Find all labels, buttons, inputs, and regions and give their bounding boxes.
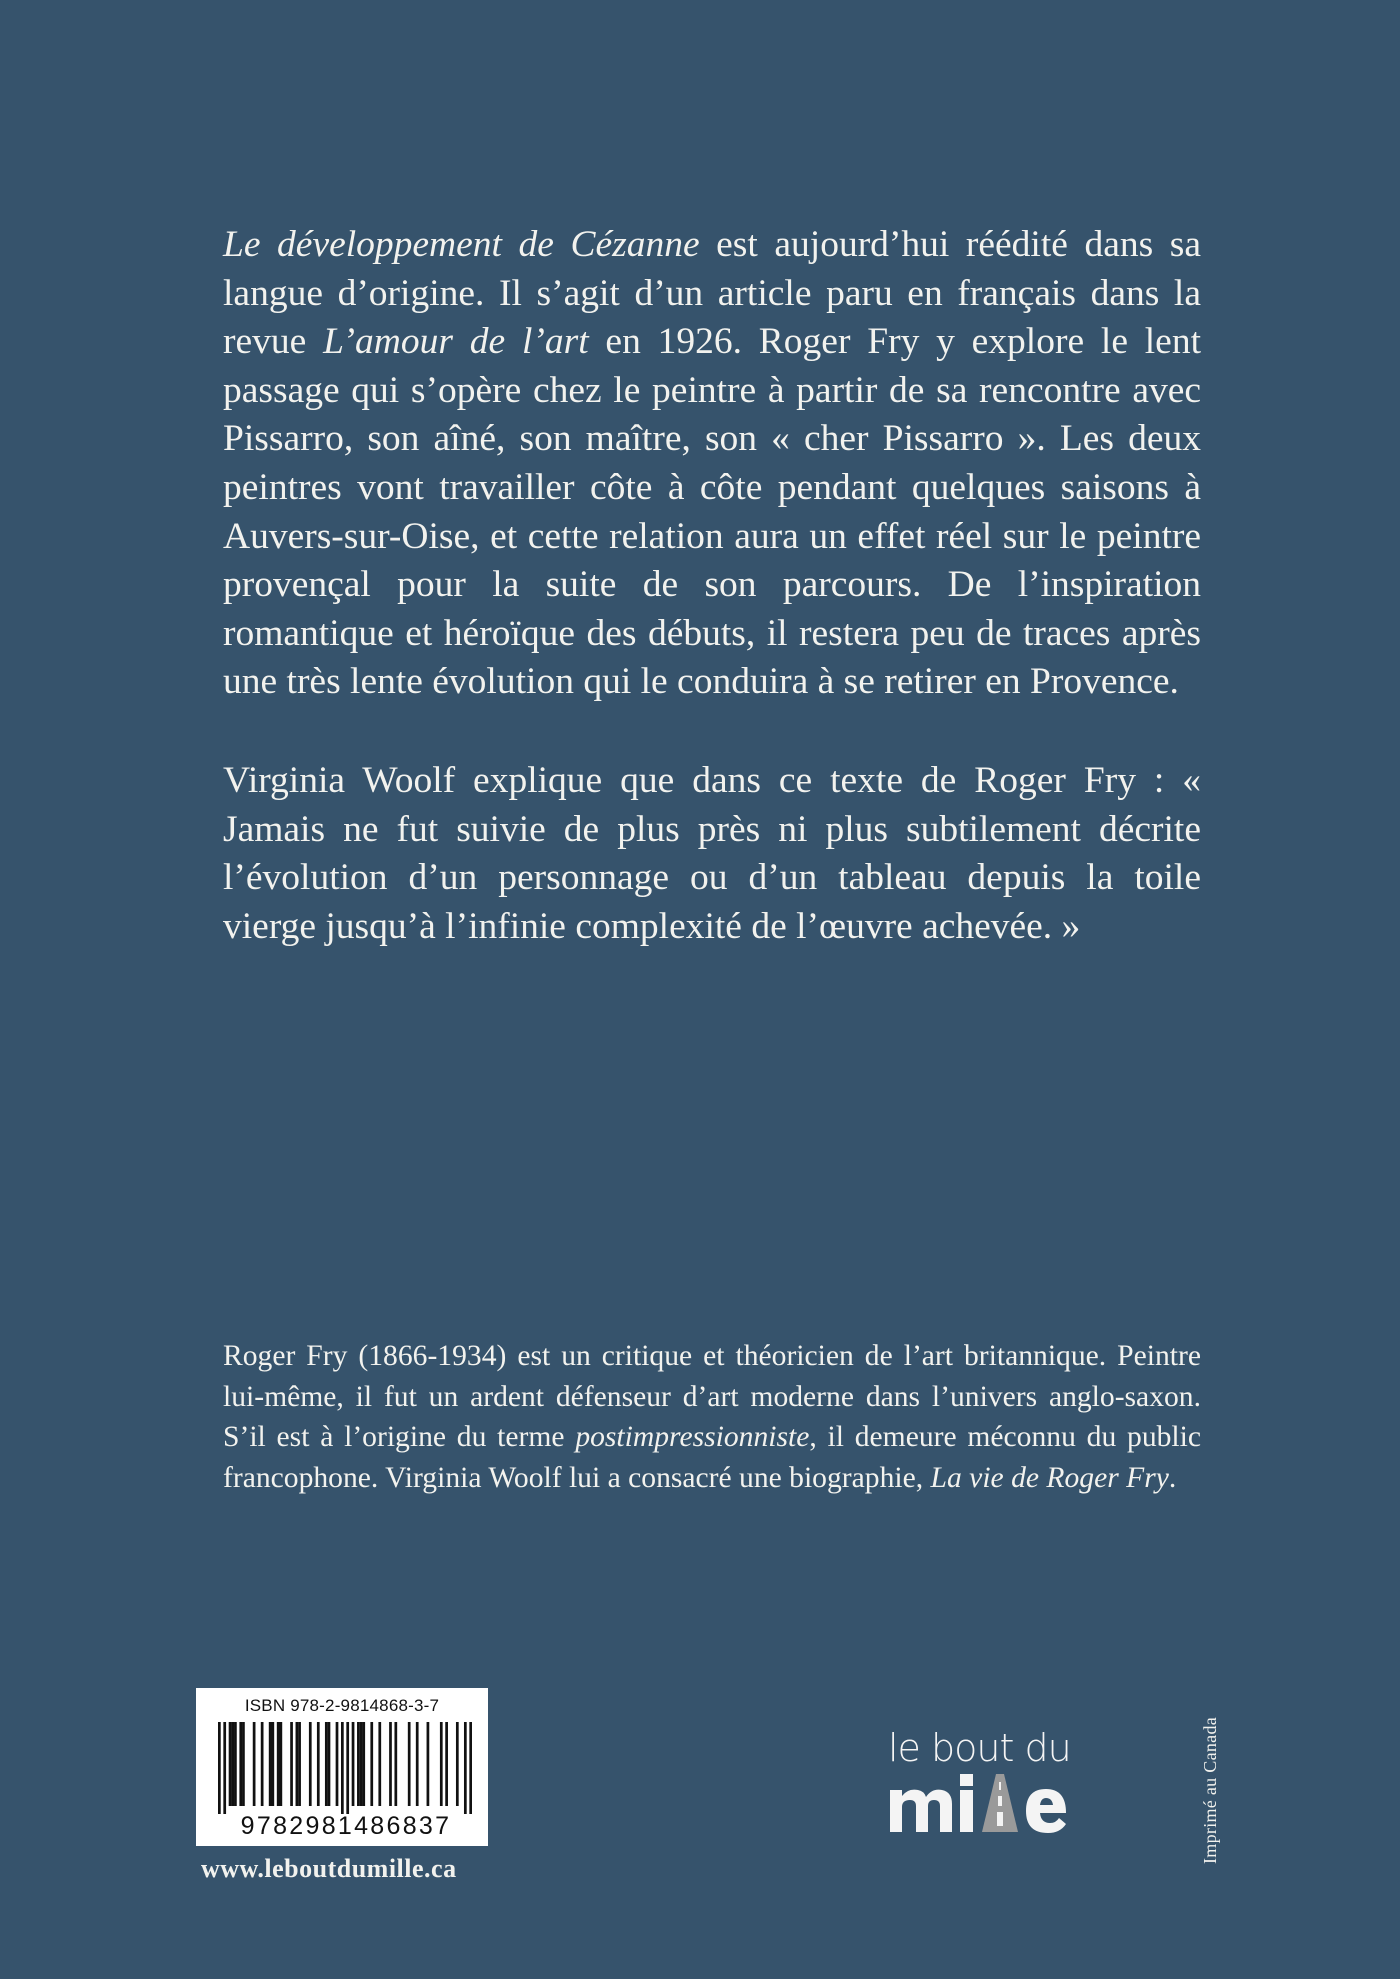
- logo-line-1: le bout du: [888, 1726, 1071, 1770]
- author-bio: [223, 1336, 1201, 1498]
- blurb-paragraph-2: Virginia Woolf explique que dans ce texte de Roger Fry : « Jamais ne fut suivie de plus près ni plus subtilement décrite l’évolution d’un personnage ou d’un tableau depuis la toile vierge jusqu’à l’infinie complexité de l’œuvre achevée. »: [223, 760, 1201, 947]
- barcode-bar: [370, 1722, 373, 1806]
- barcode-bar: [218, 1722, 221, 1814]
- barcode-bar: [469, 1722, 472, 1814]
- barcode-bar: [346, 1722, 349, 1814]
- bio-segment: .: [1168, 1461, 1177, 1494]
- publisher-logo: [886, 1726, 1076, 1836]
- blurb-p1-segment: L’amour de l’art: [323, 321, 589, 363]
- barcode-bar: [357, 1722, 360, 1806]
- barcode-bar: [362, 1722, 365, 1806]
- blurb-p1-segment: en 1926. Roger Fry y explore le lent passage qui s’opère chez le peintre à partir de sa rencontre avec Pissarro, son aîné, son maître, son « cher Pissarro ». Les deux peintres vont travailler côte à côte pendant quelques saisons à Auvers-sur-Oise, et cette relation aura un effet réel sur le peintre provençal pour la suite de son parcours. De l’inspiration romantique et héroïque des débuts, il restera peu de traces après une très lente évolution qui le conduira à se retirer en Provence.: [223, 321, 1201, 703]
- barcode-bar: [352, 1722, 355, 1806]
- barcode-bar: [269, 1722, 272, 1806]
- barcode-bar: [296, 1722, 299, 1806]
- barcode-bar: [279, 1722, 282, 1806]
- barcode-bar: [277, 1722, 280, 1806]
- barcode-bar: [394, 1722, 397, 1806]
- barcode-bar: [445, 1722, 448, 1806]
- ean-digits: 9782981486837: [240, 1812, 452, 1840]
- blurb-paragraph-1: [223, 221, 1201, 707]
- barcode-bar: [317, 1722, 320, 1806]
- barcode-bar: [325, 1722, 328, 1806]
- barcode-bar: [408, 1722, 411, 1806]
- publisher-website[interactable]: www.leboutdumille.ca: [201, 1854, 457, 1883]
- logo-wordmark-mille: [886, 1770, 1076, 1834]
- barcode-bar: [290, 1722, 293, 1806]
- barcode-bar: [231, 1722, 234, 1806]
- blurb-p1-segment: Le développement de Cézanne: [223, 224, 700, 265]
- barcode-bar: [234, 1722, 237, 1806]
- barcode-bar: [261, 1722, 264, 1806]
- barcode-bar: [239, 1722, 242, 1806]
- barcode-bar: [328, 1722, 331, 1806]
- barcode-bar: [271, 1722, 274, 1806]
- barcode-bar: [253, 1722, 256, 1806]
- barcode-bar: [378, 1722, 381, 1806]
- barcode-bar: [229, 1722, 232, 1806]
- barcode-bar: [341, 1722, 344, 1814]
- barcode-bar: [427, 1722, 430, 1806]
- barcode-bar: [389, 1722, 392, 1806]
- printed-in-canada: Imprimé au Canada: [1200, 1716, 1220, 1864]
- bio-segment: Roger Fry (1866-1934) est un critique et théoricien de l’art britannique. Peintre lui-même, il fut un ardent défenseur d’art moderne dans l’univers anglo-saxon. S’il est à l’origine du terme: [223, 1340, 1201, 1453]
- barcode-bar: [360, 1722, 363, 1806]
- bio-segment: , il demeure méconnu du public francophone. Virginia Woolf lui a consacré une biographie,: [223, 1421, 1201, 1494]
- bio-segment: postimpressionniste: [575, 1421, 810, 1453]
- barcode-bar: [464, 1722, 467, 1814]
- barcode-bar: [223, 1722, 226, 1814]
- barcode-bar: [440, 1722, 443, 1806]
- barcode-bar: [416, 1722, 419, 1806]
- blurb-p1-segment: est aujourd’hui réédité dans sa langue d’origine. Il s’agit d’un article paru en français dans la revue: [223, 224, 1201, 363]
- barcode-bar: [336, 1722, 339, 1806]
- isbn-barcode: [196, 1688, 488, 1846]
- barcode-bar: [456, 1722, 459, 1806]
- barcode-bar: [298, 1722, 301, 1806]
- barcode-bar: [309, 1722, 312, 1806]
- barcode-bar: [242, 1722, 245, 1806]
- barcode-bars: [218, 1722, 472, 1814]
- isbn-number: ISBN 978-2-9814868-3-7: [244, 1696, 440, 1715]
- bio-segment: La vie de Roger Fry: [930, 1461, 1169, 1494]
